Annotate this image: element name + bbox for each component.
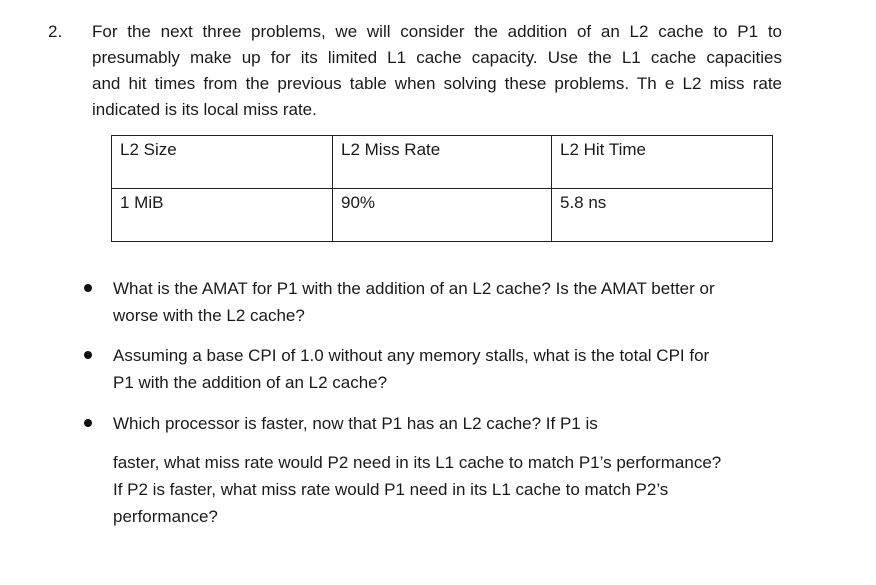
problem-intro [92, 19, 782, 123]
question-line: Which processor is faster, now that P1 has an L2 cache? If P1 is [113, 414, 598, 433]
intro-line: presumably make up for its limited L1 cache capacity. Use the L1 cache capacities [92, 48, 782, 67]
bullet-icon [84, 419, 92, 427]
question-item [113, 410, 783, 530]
cell-l2-size: 1 MiB [112, 189, 333, 242]
header-l2-hit-time: L2 Hit Time [552, 136, 773, 189]
cell-l2-hit-time: 5.8 ns [552, 189, 773, 242]
intro-line: indicated is its local miss rate. [92, 100, 317, 119]
question-line: worse with the L2 cache? [113, 306, 305, 325]
question-line: Assuming a base CPI of 1.0 without any memory stalls, what is the total CPI for [113, 346, 710, 365]
intro-line: and hit times from the previous table when solving these problems. Th e L2 miss rate [92, 74, 782, 93]
problem-number: 2. [48, 22, 63, 41]
l2-cache-table [111, 135, 773, 242]
bullet-icon [84, 284, 92, 292]
question-item [113, 342, 783, 396]
header-l2-size: L2 Size [112, 136, 333, 189]
question-line: performance? [113, 507, 218, 526]
cell-l2-miss-rate: 90% [333, 189, 552, 242]
question-line: If P2 is faster, what miss rate would P1 need in its L1 cache to match P2’s [113, 480, 669, 499]
table-row [112, 189, 773, 242]
table-header-row [112, 136, 773, 189]
header-l2-miss-rate: L2 Miss Rate [333, 136, 552, 189]
question-line: What is the AMAT for P1 with the addition of an L2 cache? Is the AMAT better or [113, 279, 715, 298]
bullet-icon [84, 351, 92, 359]
question-line: P1 with the addition of an L2 cache? [113, 373, 388, 392]
intro-line: For the next three problems, we will consider the addition of an L2 cache to P1 to [92, 22, 782, 41]
question-line: faster, what miss rate would P2 need in its L1 cache to match P1’s performance? [113, 453, 722, 472]
question-item [113, 275, 783, 329]
